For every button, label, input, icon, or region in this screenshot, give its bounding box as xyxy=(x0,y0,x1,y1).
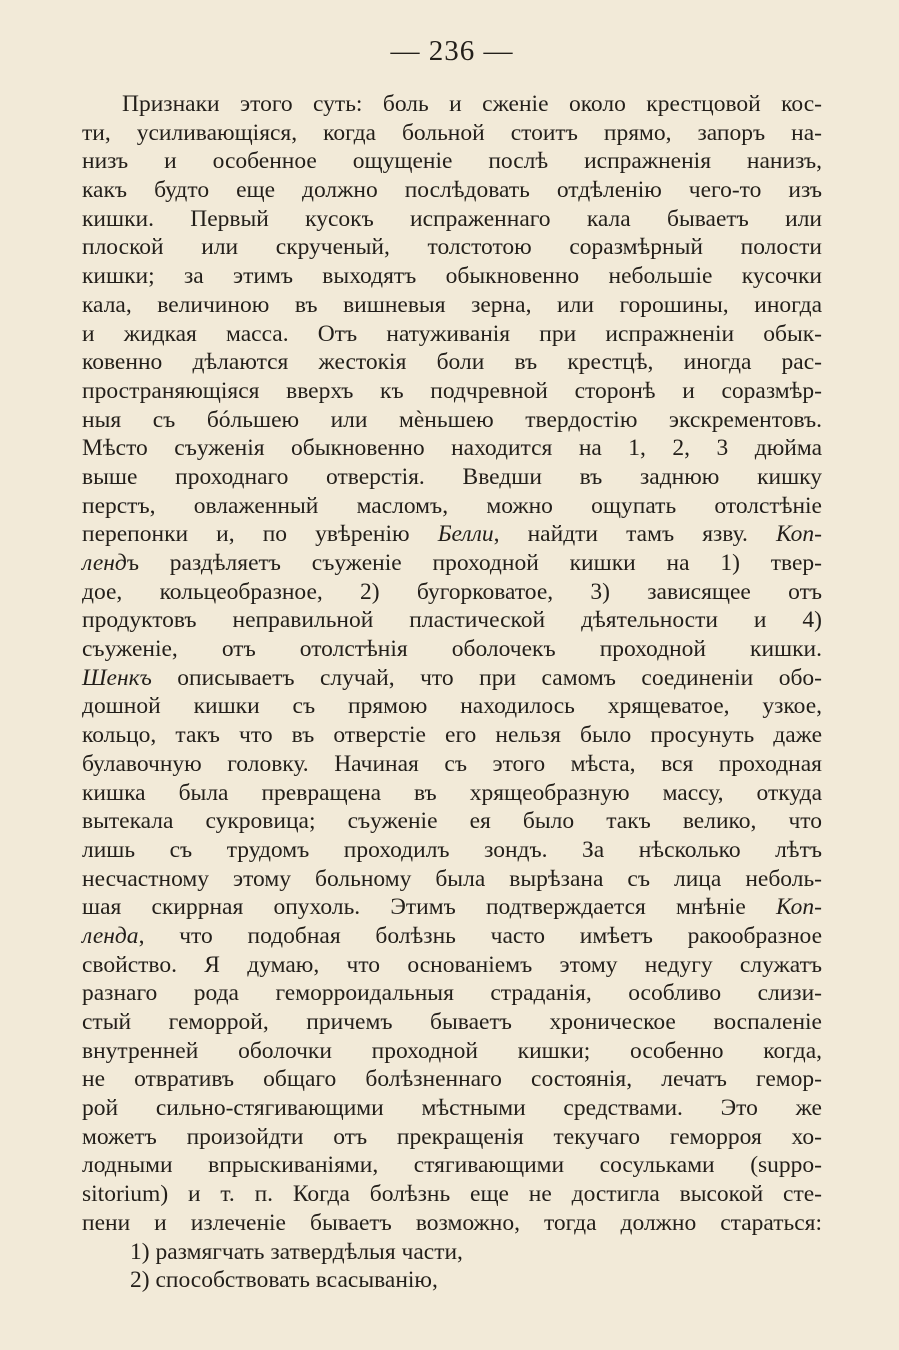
text-line xyxy=(82,233,822,262)
text-segment: ти, усиливающіяся, когда больной стоитъ прямо, запоръ на- xyxy=(82,119,822,146)
italic-name: ленд xyxy=(82,550,127,576)
text-segment: пространяющіяся вверхъ къ подчревной сторонѣ и соразмѣр- xyxy=(82,377,822,404)
text-segment: разнаго рода геморроидальныя страданія, особливо слизи- xyxy=(82,980,822,1007)
text-segment: кишка была превращена въ хрящеобразную массу, откуда xyxy=(82,779,822,806)
text-segment: 2) способствовать всасыванію, xyxy=(130,1267,438,1294)
text-segment: перепонки и, по увѣренію xyxy=(82,521,438,548)
body-text xyxy=(82,90,822,1295)
text-line xyxy=(82,836,822,865)
text-line xyxy=(82,779,822,808)
text-segment: рой сильно-стягивающими мѣстными средствами. Это же xyxy=(82,1095,822,1122)
text-segment: можетъ произойдти отъ прекращенія текучаго геморроя хо- xyxy=(82,1123,822,1150)
text-line xyxy=(82,377,822,406)
text-line xyxy=(82,1008,822,1037)
text-segment: , что подобная болѣзнь часто имѣетъ ракообразное xyxy=(138,922,822,949)
text-line xyxy=(82,1209,822,1238)
text-line xyxy=(82,434,822,463)
text-segment: , найдти тамъ язву. xyxy=(493,521,776,548)
text-line xyxy=(82,205,822,234)
text-line xyxy=(82,692,822,721)
text-segment: ъ раздѣляетъ съуженіе проходной кишки на 1) твер- xyxy=(126,550,822,576)
text-line xyxy=(82,463,822,492)
text-line xyxy=(82,262,822,291)
text-segment: какъ будто еще должно послѣдовать отдѣленію чего-то изъ xyxy=(82,177,822,204)
page-number: — 236 — xyxy=(390,35,514,67)
italic-name: ленда xyxy=(82,922,139,949)
text-line xyxy=(82,492,822,521)
list-item xyxy=(82,1266,822,1295)
text-line xyxy=(82,291,822,320)
text-segment: несчастному этому больному была вырѣзана съ лица неболь- xyxy=(82,865,822,892)
italic-name: Коп- xyxy=(775,521,822,548)
text-segment: булавочную головку. Начиная съ этого мѣста, вся проходная xyxy=(82,750,822,777)
text-line xyxy=(82,119,822,148)
text-line xyxy=(82,1123,822,1152)
text-line xyxy=(82,1094,822,1123)
text-line xyxy=(82,606,822,635)
text-segment: плоской или скрученый, толстотою соразмѣрный полости xyxy=(82,234,822,261)
text-segment: не отвративъ общаго болѣзненнаго состоянія, лечатъ гемор- xyxy=(82,1066,822,1093)
text-line xyxy=(82,147,822,176)
text-line xyxy=(82,549,822,578)
italic-name: Белли xyxy=(437,521,494,548)
text-segment: Мѣсто съуженія обыкновенно находится на 1, 2, 3 дюйма xyxy=(82,435,822,462)
text-segment: перстъ, овлаженный масломъ, можно ощупать отолстѣніе xyxy=(82,492,822,519)
text-segment: внутренней оболочки проходной кишки; особенно когда, xyxy=(82,1037,822,1064)
text-segment: свойство. Я думаю, что основаніемъ этому недугу служатъ xyxy=(82,951,822,978)
text-segment: кала, величиною въ вишневыя зерна, или горошины, иногда xyxy=(82,291,822,318)
text-segment: sitorium) и т. п. Когда болѣзнь еще не достигла высокой сте- xyxy=(82,1181,822,1208)
text-line xyxy=(82,893,822,922)
text-segment: ныя съ бóльшею или мѐньшею твердостію экскрементовъ. xyxy=(82,406,822,433)
text-line xyxy=(82,520,822,549)
list-item xyxy=(82,1238,822,1267)
text-segment: описываетъ случай, что при самомъ соединеніи обо- xyxy=(151,664,822,691)
text-line xyxy=(82,1180,822,1209)
text-line xyxy=(82,635,822,664)
italic-name: Коп- xyxy=(775,894,822,921)
text-segment: пени и излеченіе бываетъ возможно, тогда должно стараться: xyxy=(82,1209,822,1236)
text-segment: 1) размягчать затвердѣлыя части, xyxy=(130,1238,463,1265)
text-line xyxy=(82,979,822,1008)
text-line xyxy=(82,807,822,836)
text-segment: дошной кишки съ прямою находилось хрящеватое, узкое, xyxy=(82,693,822,720)
text-line xyxy=(82,922,822,951)
text-segment: стый геморрой, причемъ бываетъ хроническое воспаленіе xyxy=(82,1009,822,1035)
text-segment: и жидкая масса. Отъ натуживанія при испражненіи обык- xyxy=(82,320,822,347)
italic-name: Шенкъ xyxy=(82,664,152,691)
text-segment: шая скиррная опухоль. Этимъ подтверждается мнѣніе xyxy=(82,894,776,921)
text-segment: кишки. Первый кусокъ испраженнаго кала бываетъ или xyxy=(82,205,822,232)
text-line xyxy=(82,320,822,349)
text-line xyxy=(82,90,822,119)
text-line xyxy=(82,1151,822,1180)
text-segment: лодными впрыскиваніями, стягивающими сосульками (suppo- xyxy=(82,1152,822,1179)
book-page xyxy=(82,28,822,1295)
text-segment: низъ и особенное ощущеніе послѣ испражненія нанизъ, xyxy=(82,148,822,175)
text-segment: дое, кольцеобразное, 2) бугорковатое, 3) зависящее отъ xyxy=(82,578,822,605)
text-segment: кольцо, такъ что въ отверстіе его нельзя было просунуть даже xyxy=(82,722,822,749)
text-line xyxy=(82,664,822,693)
text-segment: съуженіе, отъ отолстѣнія оболочекъ проходной кишки. xyxy=(82,636,822,663)
text-segment: Признаки этого суть: боль и сженіе около крестцовой кос- xyxy=(122,91,822,117)
text-segment: кишки; за этимъ выходятъ обыкновенно небольшіе кусочки xyxy=(82,263,822,290)
text-line xyxy=(82,578,822,607)
text-segment: выше проходнаго отверстія. Введши въ заднюю кишку xyxy=(82,463,822,490)
text-line xyxy=(82,406,822,435)
text-line xyxy=(82,348,822,377)
text-segment: вытекала сукровица; съуженіе ея было такъ велико, что xyxy=(82,808,822,835)
text-line xyxy=(82,865,822,894)
text-line xyxy=(82,1037,822,1066)
text-line xyxy=(82,721,822,750)
text-line xyxy=(82,951,822,980)
text-line xyxy=(82,1065,822,1094)
text-segment: ковенно дѣлаются жестокія боли въ крестцѣ, иногда рас- xyxy=(82,349,822,376)
text-line xyxy=(82,176,822,205)
text-segment: продуктовъ неправильной пластической дѣятельности и 4) xyxy=(82,607,822,634)
text-segment: лишь съ трудомъ проходилъ зондъ. За нѣсколько лѣтъ xyxy=(82,836,822,863)
text-line xyxy=(82,750,822,779)
